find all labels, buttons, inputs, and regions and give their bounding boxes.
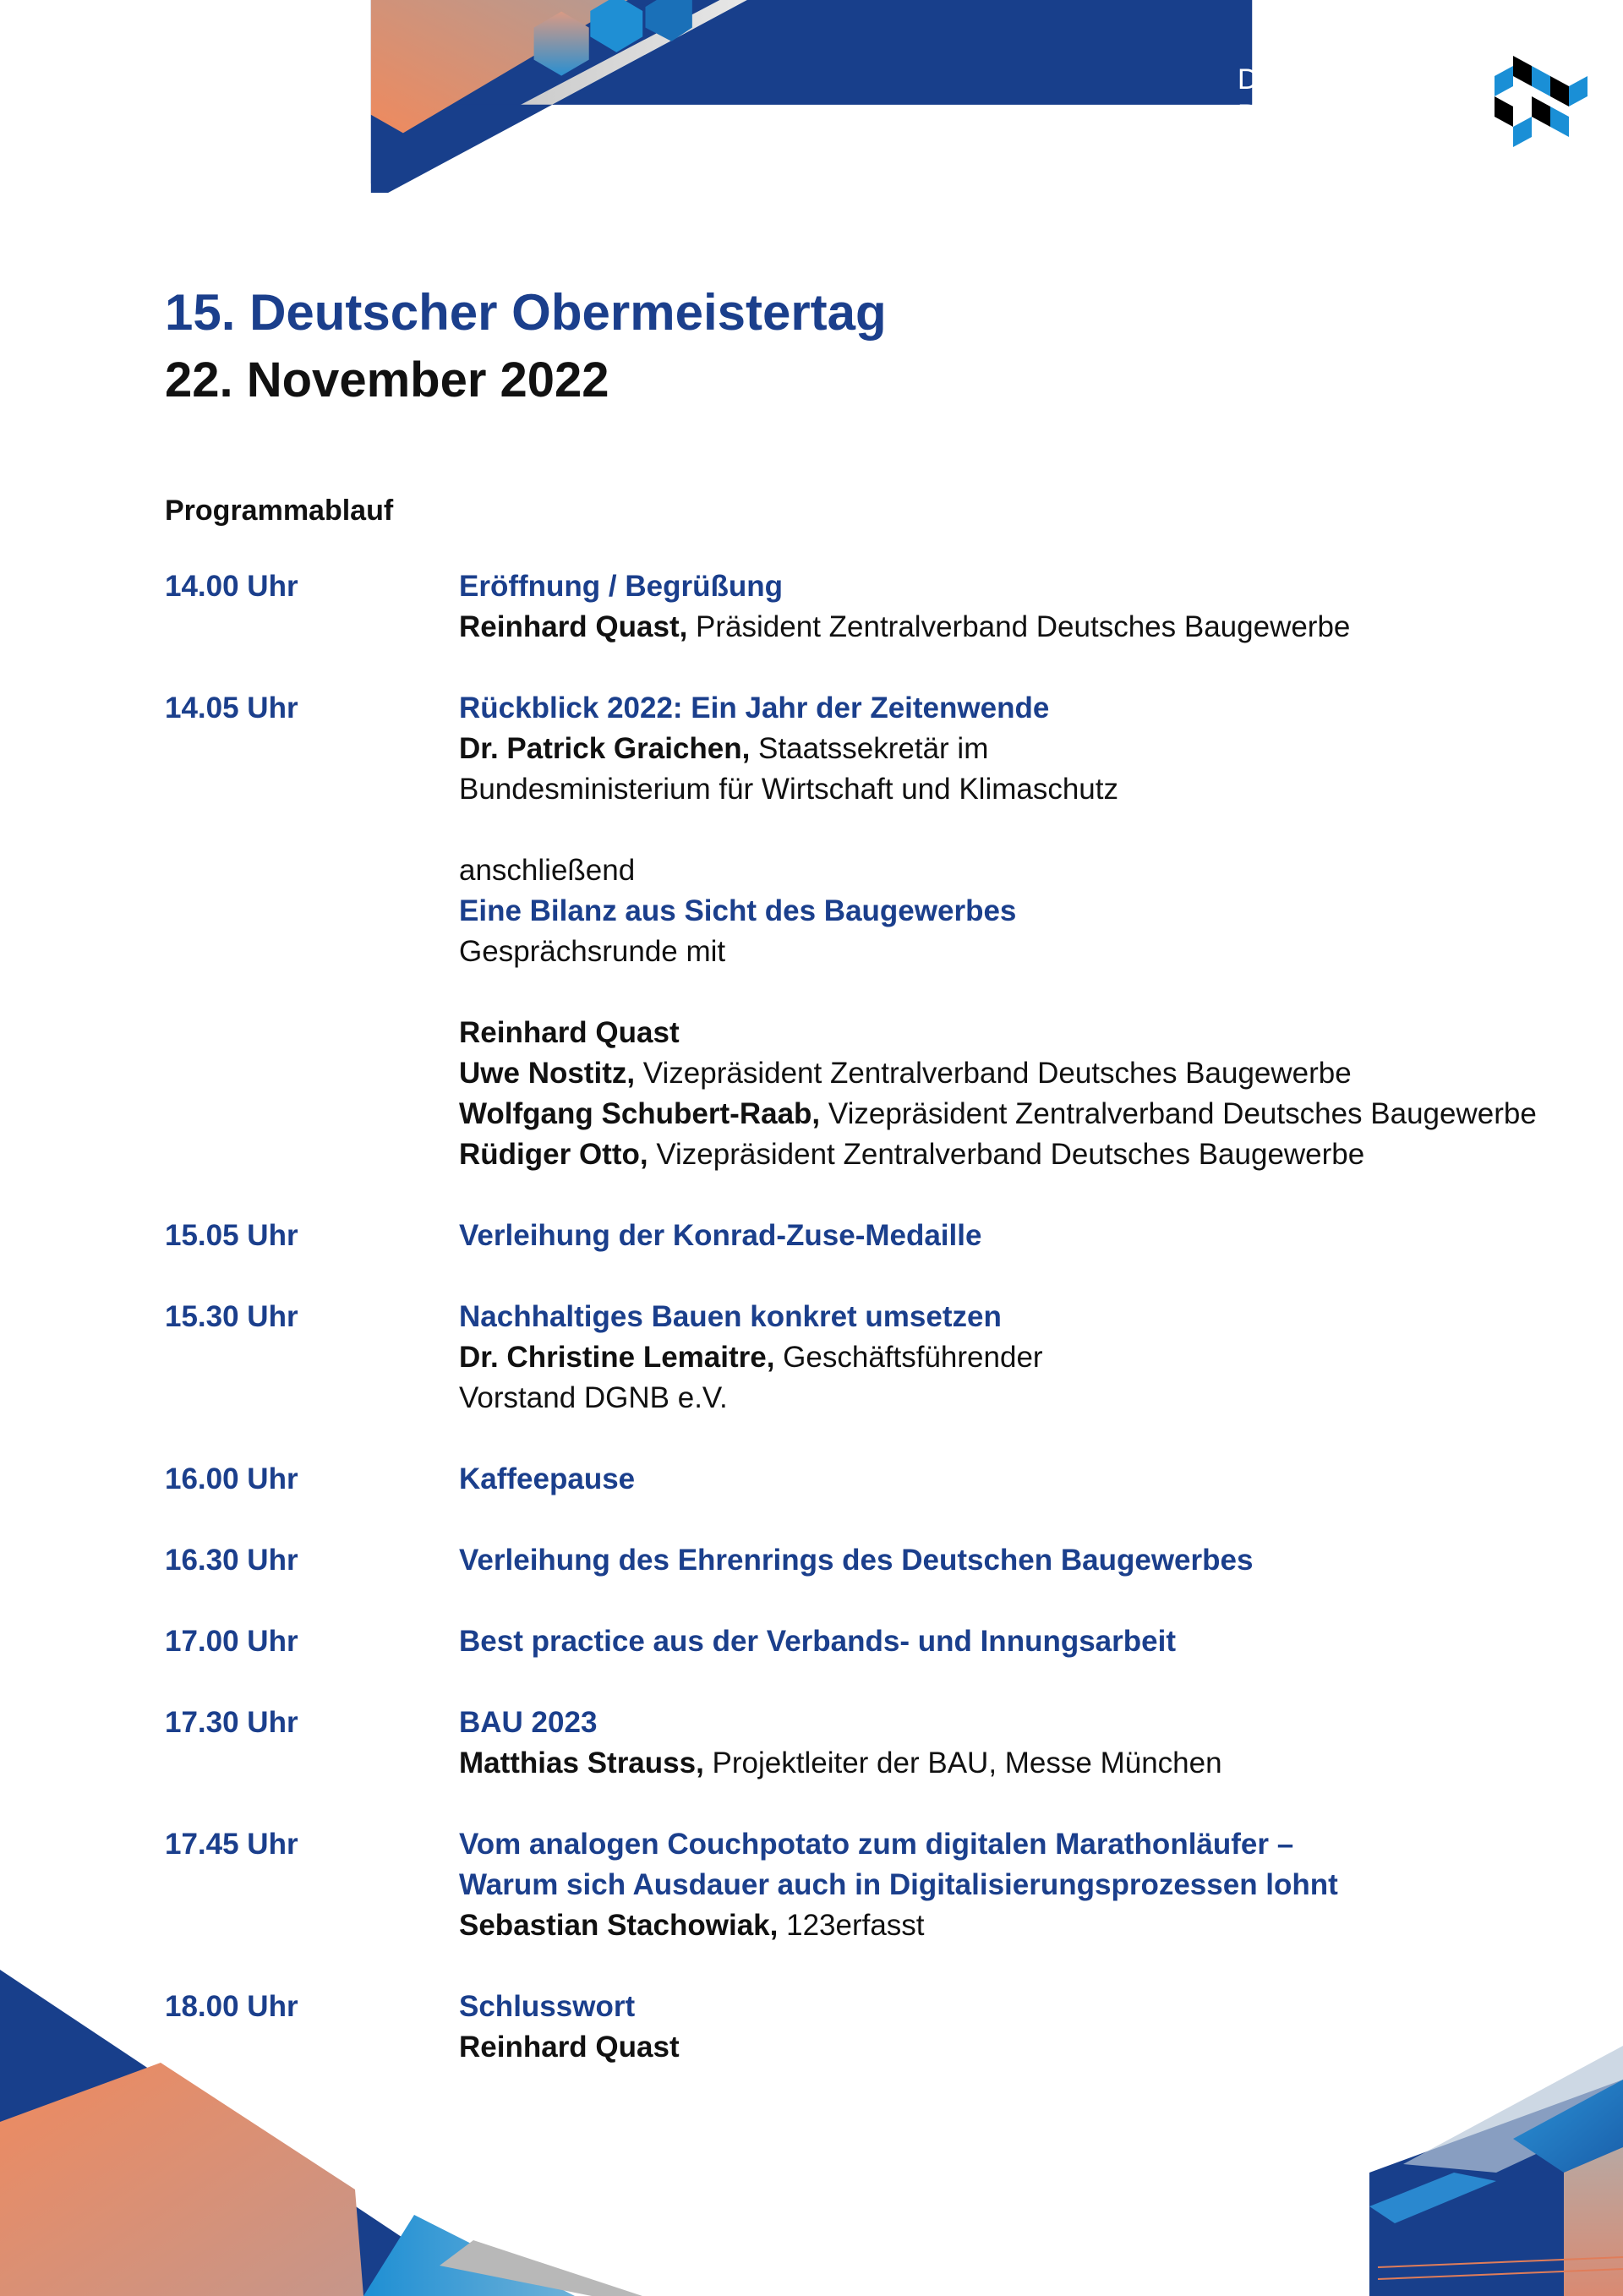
agenda-details bbox=[459, 1824, 1560, 1946]
agenda-item bbox=[165, 566, 1560, 648]
agenda-topic: Rückblick 2022: Ein Jahr der Zeitenwende bbox=[459, 692, 1050, 724]
agenda-topic: Verleihung der Konrad-Zuse-Medaille bbox=[459, 1219, 982, 1252]
speaker-role-continued: Bundesministerium für Wirtschaft und Klimaschutz bbox=[459, 773, 1118, 806]
speaker-name: Reinhard Quast, bbox=[459, 610, 688, 643]
agenda-time: 17.45 Uhr bbox=[165, 1828, 298, 1861]
agenda-details bbox=[459, 1459, 1560, 1500]
event-date: 22. November 2022 bbox=[165, 353, 609, 407]
speaker-role: Geschäftsführender bbox=[774, 1341, 1043, 1374]
logo bbox=[1238, 44, 1599, 150]
agenda-topic: Eröffnung / Begrüßung bbox=[459, 570, 783, 603]
agenda-topic: Verleihung des Ehrenrings des Deutschen Baugewerbes bbox=[459, 1544, 1254, 1577]
agenda-item bbox=[165, 1297, 1560, 1419]
speaker-name: Dr. Christine Lemaitre, bbox=[459, 1341, 775, 1374]
agenda-time: 15.30 Uhr bbox=[165, 1300, 298, 1333]
program-document bbox=[165, 279, 1560, 2108]
cube-logo-icon bbox=[1489, 44, 1599, 150]
agenda-time: 14.00 Uhr bbox=[165, 570, 298, 603]
speaker-role-continued: Vorstand DGNB e.V. bbox=[459, 1381, 728, 1414]
agenda-item bbox=[165, 1216, 1560, 1256]
agenda-topic: Vom analogen Couchpotato zum digitalen Marathonläufer – bbox=[459, 1828, 1294, 1861]
agenda-speaker-line bbox=[459, 729, 1560, 769]
agenda-details bbox=[459, 1703, 1560, 1784]
agenda-topic: BAU 2023 bbox=[459, 1706, 598, 1739]
panel-member-name: Rüdiger Otto, bbox=[459, 1138, 648, 1171]
panel-member-name: Reinhard Quast bbox=[459, 1016, 680, 1049]
speaker-name: Reinhard Quast bbox=[459, 2031, 680, 2064]
logo-wordmark bbox=[1238, 62, 1473, 133]
agenda-topic: Nachhaltiges Bauen konkret umsetzen bbox=[459, 1300, 1002, 1333]
speaker-name: Dr. Patrick Graichen, bbox=[459, 732, 751, 765]
agenda-time: 17.00 Uhr bbox=[165, 1625, 298, 1658]
section-heading: Programmablauf bbox=[165, 495, 394, 527]
event-title: 15. Deutscher Obermeistertag bbox=[165, 284, 887, 341]
speaker-role: Präsident Zentralverband Deutsches Baugewerbe bbox=[687, 610, 1351, 643]
agenda-details bbox=[459, 566, 1560, 648]
agenda-details bbox=[459, 1540, 1560, 1581]
agenda-details bbox=[459, 688, 1560, 1175]
agenda-details bbox=[459, 1216, 1560, 1256]
speaker-name: Matthias Strauss, bbox=[459, 1747, 704, 1779]
agenda-topic-continued: Warum sich Ausdauer auch in Digitalisierungsprozessen lohnt bbox=[459, 1868, 1338, 1901]
panel-member-name: Uwe Nostitz, bbox=[459, 1057, 636, 1090]
speaker-role: Staatssekretär im bbox=[750, 732, 989, 765]
agenda-item bbox=[165, 688, 1560, 1175]
speaker-role: 123erfasst bbox=[778, 1909, 925, 1942]
agenda-time: 14.05 Uhr bbox=[165, 692, 298, 724]
panel-member-role: Vizepräsident Zentralverband Deutsches Baugewerbe bbox=[648, 1138, 1365, 1171]
agenda-item bbox=[165, 1824, 1560, 1946]
agenda-topic: Best practice aus der Verbands- und Innungsarbeit bbox=[459, 1625, 1176, 1658]
agenda-speaker-line bbox=[459, 1337, 1560, 1378]
agenda-time: 16.00 Uhr bbox=[165, 1462, 298, 1495]
agenda-item bbox=[165, 1987, 1560, 2068]
speaker-name: Sebastian Stachowiak, bbox=[459, 1909, 779, 1942]
logo-line-1: DAS DEUTSCHE bbox=[1238, 63, 1473, 96]
panel-member bbox=[459, 1134, 1560, 1175]
agenda-speaker-line bbox=[459, 607, 1560, 648]
agenda-followup: anschließend bbox=[459, 854, 636, 887]
speaker-role: Projektleiter der BAU, Messe München bbox=[703, 1747, 1222, 1779]
panel-member-role: Vizepräsident Zentralverband Deutsches Baugewerbe bbox=[635, 1057, 1352, 1090]
panel-intro: Gesprächsrunde mit bbox=[459, 935, 726, 968]
agenda-topic: Schlusswort bbox=[459, 1990, 636, 2023]
agenda-speaker-line bbox=[459, 1905, 1560, 1946]
agenda-speaker-line bbox=[459, 1743, 1560, 1784]
agenda-details bbox=[459, 1621, 1560, 1662]
agenda-time: 18.00 Uhr bbox=[165, 1990, 298, 2023]
logo-line-2: BAUGEWERBE bbox=[1238, 99, 1452, 131]
agenda-details bbox=[459, 1987, 1560, 2068]
agenda-item bbox=[165, 1703, 1560, 1784]
agenda-time: 16.30 Uhr bbox=[165, 1544, 298, 1577]
panel-member bbox=[459, 1013, 1560, 1053]
panel-member bbox=[459, 1094, 1560, 1134]
agenda-details bbox=[459, 1297, 1560, 1419]
agenda-item bbox=[165, 1540, 1560, 1581]
agenda-time: 17.30 Uhr bbox=[165, 1706, 298, 1739]
agenda-subtopic: Eine Bilanz aus Sicht des Baugewerbes bbox=[459, 894, 1017, 927]
agenda-list bbox=[165, 566, 1560, 2068]
panel-member-role: Vizepräsident Zentralverband Deutsches Baugewerbe bbox=[820, 1097, 1537, 1130]
panel-member-name: Wolfgang Schubert-Raab, bbox=[459, 1097, 821, 1130]
agenda-topic: Kaffeepause bbox=[459, 1462, 636, 1495]
agenda-time: 15.05 Uhr bbox=[165, 1219, 298, 1252]
agenda-item bbox=[165, 1459, 1560, 1500]
agenda-item bbox=[165, 1621, 1560, 1662]
panel-member bbox=[459, 1053, 1560, 1094]
